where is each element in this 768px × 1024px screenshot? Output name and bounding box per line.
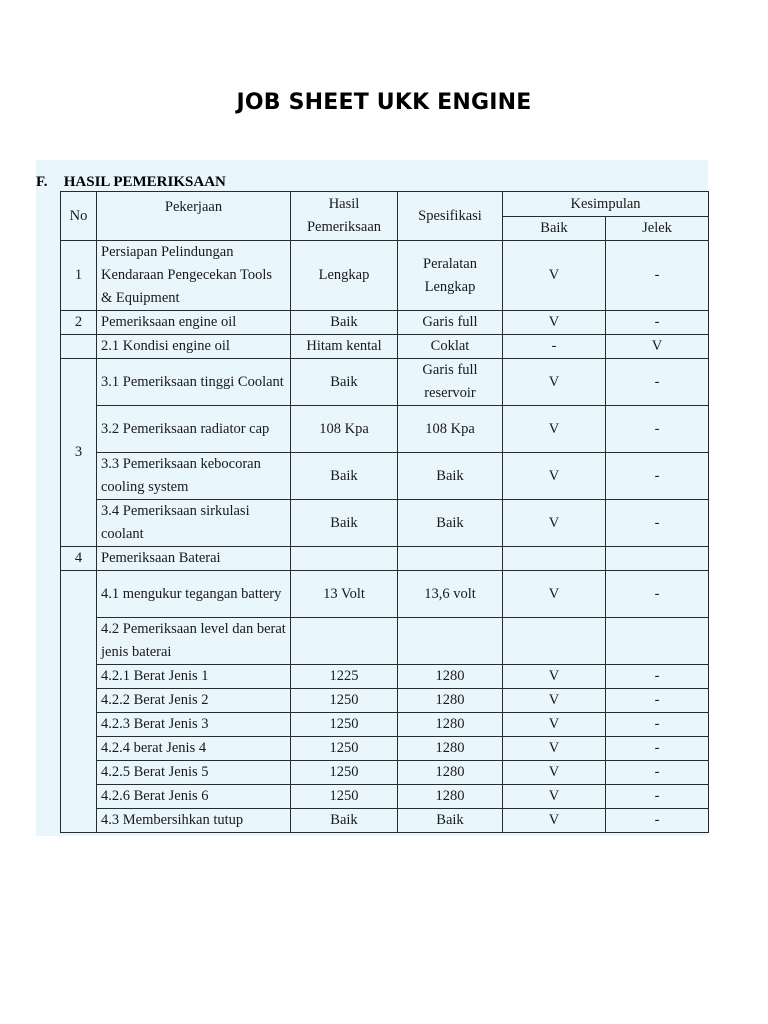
table-row (61, 713, 709, 737)
table-row (61, 311, 709, 335)
page-title: JOB SHEET UKK ENGINE (236, 90, 532, 115)
table-row (61, 665, 709, 689)
pekerjaan-cell: Pemeriksaan engine oil (97, 311, 291, 335)
row-no (61, 335, 97, 359)
table-row (61, 241, 709, 311)
spesifikasi-cell (398, 547, 503, 571)
spesifikasi-cell: 1280 (398, 665, 503, 689)
baik-cell (503, 547, 606, 571)
jelek-cell: - (606, 689, 709, 713)
jelek-cell: V (606, 335, 709, 359)
table-row (61, 737, 709, 761)
baik-cell: V (503, 359, 606, 406)
baik-cell: V (503, 241, 606, 311)
hasil-cell: Baik (291, 500, 398, 547)
row-no: 4 (61, 547, 97, 571)
jelek-cell: - (606, 785, 709, 809)
header-no: No (61, 192, 97, 241)
table-row (61, 689, 709, 713)
table-row (61, 761, 709, 785)
row-no: 3 (61, 359, 97, 547)
baik-cell: V (503, 311, 606, 335)
hasil-cell: Hitam kental (291, 335, 398, 359)
jelek-cell: - (606, 359, 709, 406)
pekerjaan-cell: 3.1 Pemeriksaan tinggi Coolant (97, 359, 291, 406)
spesifikasi-cell: 1280 (398, 737, 503, 761)
spesifikasi-cell: 1280 (398, 785, 503, 809)
section-number: F. (36, 174, 48, 190)
table-row (61, 335, 709, 359)
baik-cell (503, 618, 606, 665)
baik-cell: V (503, 689, 606, 713)
baik-cell: V (503, 761, 606, 785)
spesifikasi-cell: 1280 (398, 761, 503, 785)
header-jelek: Jelek (606, 217, 709, 241)
baik-cell: V (503, 665, 606, 689)
header-hasil-pemeriksaan: Hasil Pemeriksaan (291, 192, 398, 241)
hasil-cell: 1250 (291, 713, 398, 737)
header-baik: Baik (503, 217, 606, 241)
baik-cell: - (503, 335, 606, 359)
jelek-cell: - (606, 809, 709, 833)
pekerjaan-cell: 4.2.3 Berat Jenis 3 (97, 713, 291, 737)
table-row (61, 809, 709, 833)
spesifikasi-cell: 1280 (398, 713, 503, 737)
pekerjaan-cell: Persiapan Pelindungan Kendaraan Pengecekan Tools & Equipment (97, 241, 291, 311)
spesifikasi-cell: Baik (398, 809, 503, 833)
hasil-cell: 1250 (291, 689, 398, 713)
row-no (61, 571, 97, 833)
header-spesifikasi: Spesifikasi (398, 192, 503, 241)
row-no: 2 (61, 311, 97, 335)
hasil-cell (291, 547, 398, 571)
pekerjaan-cell: 4.2.1 Berat Jenis 1 (97, 665, 291, 689)
spesifikasi-cell: Garis full (398, 311, 503, 335)
pekerjaan-cell: 4.2.2 Berat Jenis 2 (97, 689, 291, 713)
spesifikasi-cell (398, 618, 503, 665)
table-row (61, 785, 709, 809)
jelek-cell: - (606, 241, 709, 311)
table-row (61, 547, 709, 571)
jelek-cell: - (606, 500, 709, 547)
hasil-cell: 1225 (291, 665, 398, 689)
baik-cell: V (503, 713, 606, 737)
jelek-cell: - (606, 571, 709, 618)
baik-cell: V (503, 500, 606, 547)
table-row (61, 500, 709, 547)
table-row (61, 359, 709, 406)
table-row (61, 571, 709, 618)
jelek-cell: - (606, 406, 709, 453)
spesifikasi-cell: Garis full reservoir (398, 359, 503, 406)
inspection-results-table (60, 191, 709, 833)
pekerjaan-cell: 3.4 Pemeriksaan sirkulasi coolant (97, 500, 291, 547)
hasil-cell: Lengkap (291, 241, 398, 311)
jelek-cell (606, 618, 709, 665)
hasil-cell: 1250 (291, 785, 398, 809)
jelek-cell: - (606, 737, 709, 761)
spesifikasi-cell: 108 Kpa (398, 406, 503, 453)
spesifikasi-cell: Baik (398, 500, 503, 547)
spesifikasi-cell: Coklat (398, 335, 503, 359)
hasil-cell: 13 Volt (291, 571, 398, 618)
pekerjaan-cell: 2.1 Kondisi engine oil (97, 335, 291, 359)
table-row (61, 406, 709, 453)
baik-cell: V (503, 406, 606, 453)
pekerjaan-cell: 3.3 Pemeriksaan kebocoran cooling system (97, 453, 291, 500)
spesifikasi-cell: 1280 (398, 689, 503, 713)
hasil-cell: Baik (291, 453, 398, 500)
baik-cell: V (503, 737, 606, 761)
hasil-cell: 1250 (291, 737, 398, 761)
baik-cell: V (503, 785, 606, 809)
baik-cell: V (503, 809, 606, 833)
section-heading (36, 174, 226, 191)
spesifikasi-cell: Baik (398, 453, 503, 500)
pekerjaan-cell: Pemeriksaan Baterai (97, 547, 291, 571)
pekerjaan-cell: 4.2.6 Berat Jenis 6 (97, 785, 291, 809)
jelek-cell: - (606, 311, 709, 335)
section-title: HASIL PEMERIKSAAN (63, 174, 226, 190)
hasil-cell: 1250 (291, 761, 398, 785)
jelek-cell: - (606, 665, 709, 689)
hasil-cell: Baik (291, 311, 398, 335)
hasil-cell (291, 618, 398, 665)
pekerjaan-cell: 3.2 Pemeriksaan radiator cap (97, 406, 291, 453)
header-kesimpulan: Kesimpulan (503, 192, 709, 217)
jelek-cell (606, 547, 709, 571)
jelek-cell: - (606, 761, 709, 785)
pekerjaan-cell: 4.2.5 Berat Jenis 5 (97, 761, 291, 785)
spesifikasi-cell: 13,6 volt (398, 571, 503, 618)
table-row (61, 453, 709, 500)
hasil-cell: 108 Kpa (291, 406, 398, 453)
pekerjaan-cell: 4.2.4 berat Jenis 4 (97, 737, 291, 761)
pekerjaan-cell: 4.1 mengukur tegangan battery (97, 571, 291, 618)
pekerjaan-cell: 4.2 Pemeriksaan level dan berat jenis baterai (97, 618, 291, 665)
row-no: 1 (61, 241, 97, 311)
hasil-cell: Baik (291, 359, 398, 406)
header-pekerjaan: Pekerjaan (97, 192, 291, 241)
pekerjaan-cell: 4.3 Membersihkan tutup (97, 809, 291, 833)
baik-cell: V (503, 453, 606, 500)
baik-cell: V (503, 571, 606, 618)
spesifikasi-cell: Peralatan Lengkap (398, 241, 503, 311)
hasil-cell: Baik (291, 809, 398, 833)
jelek-cell: - (606, 453, 709, 500)
table-row (61, 618, 709, 665)
jelek-cell: - (606, 713, 709, 737)
